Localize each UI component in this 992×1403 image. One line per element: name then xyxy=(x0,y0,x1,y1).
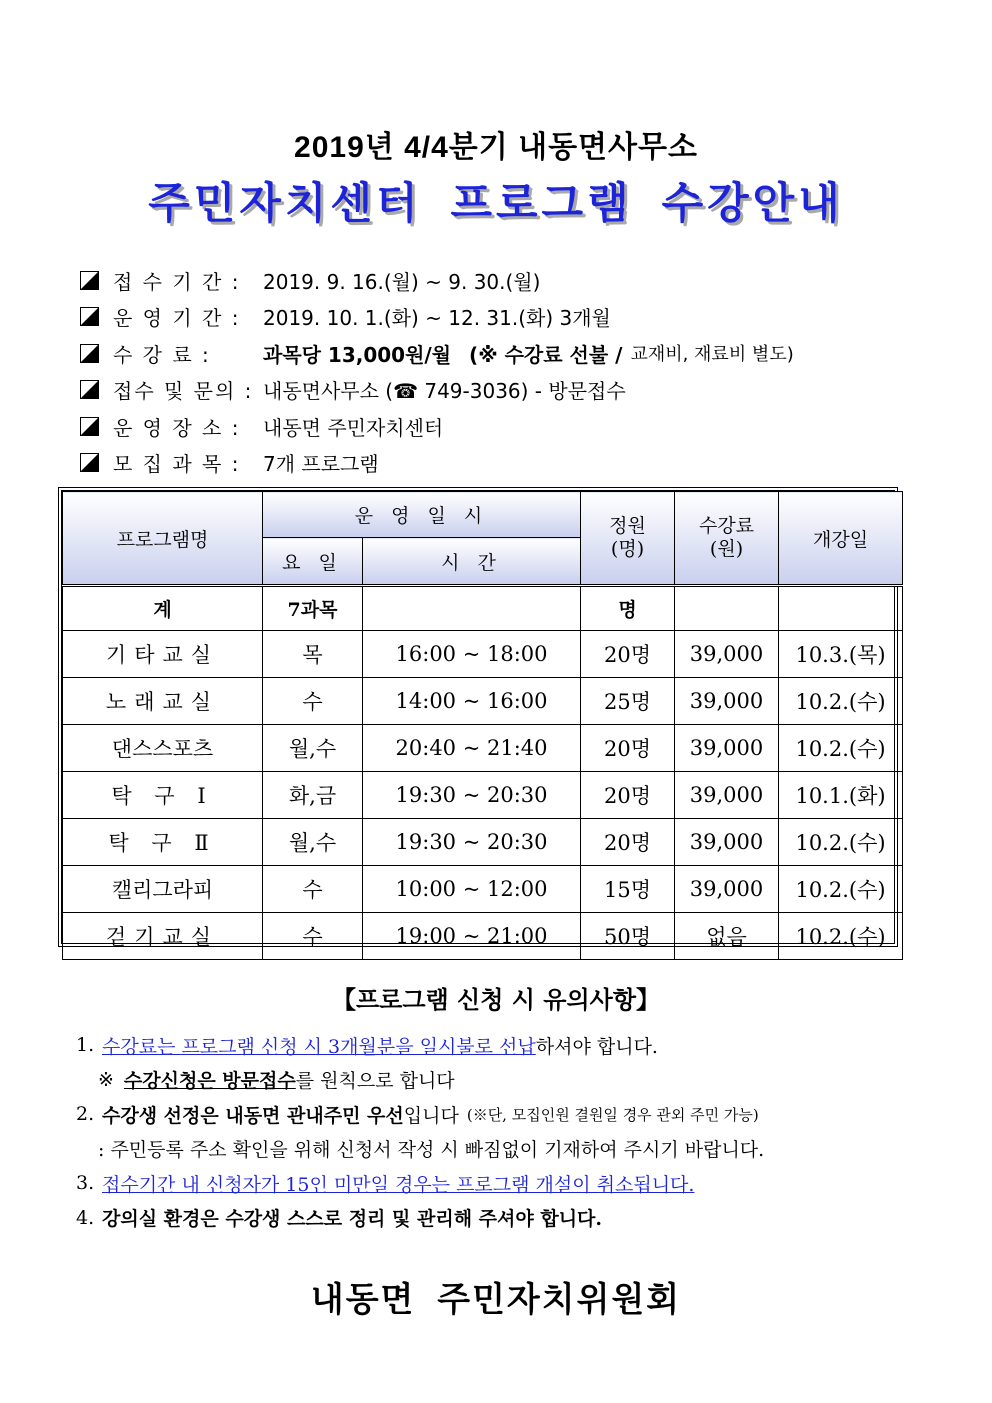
cell-fee: 39,000 xyxy=(675,631,779,678)
info-label: 모 집 과 목 : xyxy=(113,452,241,477)
cell-start: 10.2.(수) xyxy=(779,819,903,866)
notice-item-1: 1. 수강료는 프로그램 신청 시 3개월분을 일시불로 선납 하셔야 합니다. xyxy=(76,1028,956,1063)
cell-capacity: 20명 xyxy=(581,819,675,866)
cell-time: 20:40 ~ 21:40 xyxy=(363,725,581,772)
table-row xyxy=(63,725,903,772)
info-value: 7개 프로그램 xyxy=(263,452,379,477)
table-row xyxy=(63,819,903,866)
info-row-reception-period xyxy=(80,262,794,299)
info-label: 운 영 장 소 : xyxy=(113,415,241,440)
header-capacity: 정원 (명) xyxy=(581,492,675,586)
info-value-prepay: (※ 수강료 선불 / xyxy=(469,342,623,367)
cell-time: 19:30 ~ 20:30 xyxy=(363,772,581,819)
cell-fee: 39,000 xyxy=(675,772,779,819)
notice-item-1b: ※ 수강신청은 방문접수 를 원칙으로 합니다 xyxy=(98,1068,455,1093)
footer-organization: 내동면 주민자치위원회 xyxy=(310,1280,682,1320)
cell-start: 10.3.(목) xyxy=(779,631,903,678)
cell-capacity: 50명 xyxy=(581,913,675,960)
cell-fee: 없음 xyxy=(675,913,779,960)
header-start: 개강일 xyxy=(779,492,903,586)
info-label: 수 강 료 : xyxy=(113,342,211,367)
cell-fee: 39,000 xyxy=(675,725,779,772)
notice-title: 【프로그램 신청 시 유의사항】 xyxy=(331,986,661,1014)
checkbox-marker-icon xyxy=(80,344,99,363)
info-value-extra: 교재비, 재료비 별도) xyxy=(630,344,794,366)
cell-day: 월,수 xyxy=(263,819,363,866)
page-subtitle: 주민자치센터 프로그램 수강안내 xyxy=(148,179,844,229)
notice-cancel-link: 접수기간 내 신청자가 15인 미만일 경우는 프로그램 개설이 취소됩니다. xyxy=(102,1173,695,1196)
program-table xyxy=(58,487,898,947)
info-value: 내동면사무소 (☎ 749-3036) - 방문접수 xyxy=(263,379,626,404)
cell-program: 노래교실 xyxy=(63,678,263,725)
table-row xyxy=(63,631,903,678)
checkbox-marker-icon xyxy=(80,417,99,436)
notice-list xyxy=(76,1028,956,1235)
cell-program: 캘리그라피 xyxy=(63,866,263,913)
info-value-fee: 과목당 13,000원/월 xyxy=(263,342,452,367)
checkbox-marker-icon xyxy=(80,307,99,326)
checkbox-marker-icon xyxy=(80,453,99,472)
table-row xyxy=(63,772,903,819)
cell-start: 10.2.(수) xyxy=(779,866,903,913)
notice-prepay-link: 수강료는 프로그램 신청 시 3개월분을 일시불로 선납 xyxy=(102,1035,536,1058)
header-schedule: 운 영 일 시 xyxy=(263,492,581,538)
notice-item-3: 3. 접수기간 내 신청자가 15인 미만일 경우는 프로그램 개설이 취소됩니다. xyxy=(76,1166,956,1201)
cell-day: 목 xyxy=(263,631,363,678)
cell-day: 수 xyxy=(263,678,363,725)
info-value: 2019. 10. 1.(화) ~ 12. 31.(화) 3개월 xyxy=(263,306,611,331)
cell-program: 걷기교실 xyxy=(63,913,263,960)
cell-capacity: 25명 xyxy=(581,678,675,725)
cell-time: 10:00 ~ 12:00 xyxy=(363,866,581,913)
cell-day: 수 xyxy=(263,866,363,913)
table-row xyxy=(63,866,903,913)
checkbox-marker-icon xyxy=(80,271,99,290)
cell-fee: 39,000 xyxy=(675,678,779,725)
cell-time: 19:00 ~ 21:00 xyxy=(363,913,581,960)
notice-item-2: 2. 수강생 선정은 내동면 관내주민 우선 입니다 (※단, 모집인원 결원일 경우 관외 주민 가능) xyxy=(76,1103,759,1127)
info-row-location xyxy=(80,408,794,445)
info-label: 운 영 기 간 : xyxy=(113,306,241,331)
page-title: 2019년 4/4분기 내동면사무소 xyxy=(294,131,698,164)
table-total-row xyxy=(63,586,903,631)
info-label: 접 수 기 간 : xyxy=(113,269,241,294)
checkbox-marker-icon xyxy=(80,380,99,399)
cell-capacity: 15명 xyxy=(581,866,675,913)
info-list xyxy=(80,262,794,481)
cell-program: 기타교실 xyxy=(63,631,263,678)
cell-start: 10.1.(화) xyxy=(779,772,903,819)
header-day: 요 일 xyxy=(263,538,363,586)
cell-program: 댄스스포츠 xyxy=(63,725,263,772)
info-row-courses xyxy=(80,445,794,482)
cell-capacity: 20명 xyxy=(581,631,675,678)
notice-item-2b: : 주민등록 주소 확인을 위해 신청서 작성 시 빠짐없이 기재하여 주시기 바랍니다. xyxy=(98,1139,765,1162)
info-row-contact xyxy=(80,372,794,409)
cell-start: 10.2.(수) xyxy=(779,725,903,772)
header-program: 프로그램명 xyxy=(63,492,263,586)
info-value: 내동면 주민자치센터 xyxy=(263,415,444,440)
info-row-fee xyxy=(80,335,794,372)
cell-start: 10.2.(수) xyxy=(779,678,903,725)
cell-time: 16:00 ~ 18:00 xyxy=(363,631,581,678)
table-row xyxy=(63,678,903,725)
cell-program: 탁 구 Ⅱ xyxy=(63,819,263,866)
cell-day: 수 xyxy=(263,913,363,960)
cell-day: 월,수 xyxy=(263,725,363,772)
info-label: 접수 및 문의 : xyxy=(113,379,254,404)
total-count: 7과목 xyxy=(263,586,363,631)
cell-capacity: 20명 xyxy=(581,772,675,819)
table-row xyxy=(63,913,903,960)
cell-time: 14:00 ~ 16:00 xyxy=(363,678,581,725)
total-label: 계 xyxy=(63,586,263,631)
cell-fee: 39,000 xyxy=(675,819,779,866)
cell-fee: 39,000 xyxy=(675,866,779,913)
notice-item-4: 4. 강의실 환경은 수강생 스스로 정리 및 관리해 주셔야 합니다. xyxy=(76,1206,603,1231)
header-time: 시 간 xyxy=(363,538,581,586)
cell-start: 10.2.(수) xyxy=(779,913,903,960)
info-row-operation-period xyxy=(80,299,794,336)
cell-program: 탁 구 Ⅰ xyxy=(63,772,263,819)
cell-day: 화,금 xyxy=(263,772,363,819)
info-value: 2019. 9. 16.(월) ~ 9. 30.(월) xyxy=(263,269,541,294)
cell-capacity: 20명 xyxy=(581,725,675,772)
cell-time: 19:30 ~ 20:30 xyxy=(363,819,581,866)
header-fee: 수강료 (원) xyxy=(675,492,779,586)
total-unit: 명 xyxy=(581,586,675,631)
